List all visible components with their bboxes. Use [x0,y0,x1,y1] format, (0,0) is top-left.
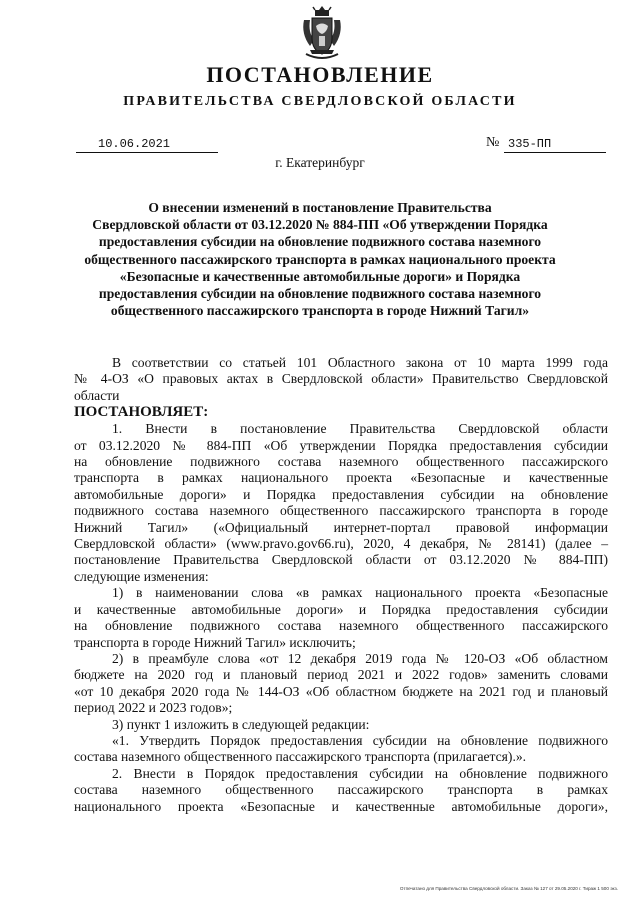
item2-line: национального проекта «Безопасные и качественные автомобильные дороги», [74,798,608,814]
item1-line: подвижного состава наземного общественного пассажирского транспорта в городе [74,503,608,519]
item1-line: постановление Правительства Свердловской области от 03.12.2020 № 884-ПП) [74,552,608,568]
sub1-line: на обновление подвижного состава наземного общественного пассажирского [74,618,608,634]
heading-line: Свердловской области от 03.12.2020 № 884-ПП «Об утверждении Порядка [92,217,548,233]
item1-line: на обновление подвижного состава наземного общественного пассажирского [74,454,608,470]
sub3-line: 3) пункт 1 изложить в следующей редакции: [112,716,370,732]
coat-of-arms-icon [300,4,344,60]
sub1-line: транспорта в городе Нижний Тагил» исключить; [74,634,356,650]
heading-line: общественного пассажирского транспорта в городе Нижний Тагил» [110,303,530,319]
decree-date: 10.06.2021 [76,136,218,153]
sub2-line: бюджете на 2020 год и плановый период 2021 и 2022 годов» заменить словами [74,667,608,683]
decree-word: ПОСТАНОВЛЯЕТ: [74,404,209,421]
item1-line: следующие изменения: [74,568,209,584]
item1-line: Свердловской области» (www.pravo.gov66.ru), 2020, 4 декабря, № 28141) (далее – [74,536,608,552]
heading-line: предоставления субсидии на обновление подвижного состава наземного [98,286,542,302]
heading-line: предоставления субсидии на обновление подвижного состава наземного [98,234,542,250]
sub3-line: «1. Утвердить Порядок предоставления субсидии на обновление подвижного [112,732,608,748]
item1-line: Нижний Тагил» («Официальный интернет-портал правовой информации [74,519,608,535]
decree-body [74,355,608,815]
item2-line: 2. Внести в Порядок предоставления субсидии на обновление подвижного [112,765,608,781]
sub1-line: и качественные автомобильные дороги» и Порядка предоставления субсидии [74,601,608,617]
heading-line: О внесении изменений в постановление Правительства [148,200,492,215]
item1-line: 1. Внести в постановление Правительства Свердловской области [112,421,608,437]
sub2-line: «от 10 декабря 2020 года № 144-ОЗ «Об областном бюджете на 2021 год и плановый [74,683,608,699]
sub2-line: период 2022 и 2023 годов»; [74,700,233,716]
item1-line: от 03.12.2020 № 884-ПП «Об утверждении Порядка предоставления субсидии [74,437,608,453]
decree-heading [70,199,570,319]
document-type-title: ПОСТАНОВЛЕНИЕ [206,62,434,87]
item2-line: состава наземного общественного пассажирского транспорта в рамках [74,782,608,798]
decree-number: 335-ПП [504,136,606,153]
heading-line: общественного пассажирского транспорта в рамках национального проекта [84,251,556,267]
preamble-line: В соответствии со статьей 101 Областного закона от 10 марта 1999 года [112,355,608,370]
issuer-title: ПРАВИТЕЛЬСТВА СВЕРДЛОВСКОЙ ОБЛАСТИ [123,94,517,109]
city-name: г. Екатеринбург [275,155,365,170]
preamble-line: области [74,387,120,403]
item1-line: транспорта в рамках национального проекта «Безопасные и качественные [74,470,608,486]
number-sign: № [486,135,500,150]
sub3-line: состава наземного общественного пассажирского транспорта (прилагается).». [74,749,527,765]
preamble-line: № 4-ОЗ «О правовых актах в Свердловской области» Правительство Свердловской [74,371,608,387]
heading-line: «Безопасные и качественные автомобильные дороги» и Порядка [119,268,521,284]
sub2-line: 2) в преамбуле слова «от 12 декабря 2019 года № 120-ОЗ «Об областном [112,650,608,666]
sub1-line: 1) в наименовании слова «в рамках национального проекта «Безопасные [112,585,608,601]
item1-line: автомобильные дороги» и Порядка предоставления субсидии на обновление [74,486,608,502]
print-footer: Отпечатано для Правительства Свердловской области. Заказ № 127 от 29.05.2020 г. Тираж 1 500 экз. [399,886,618,891]
